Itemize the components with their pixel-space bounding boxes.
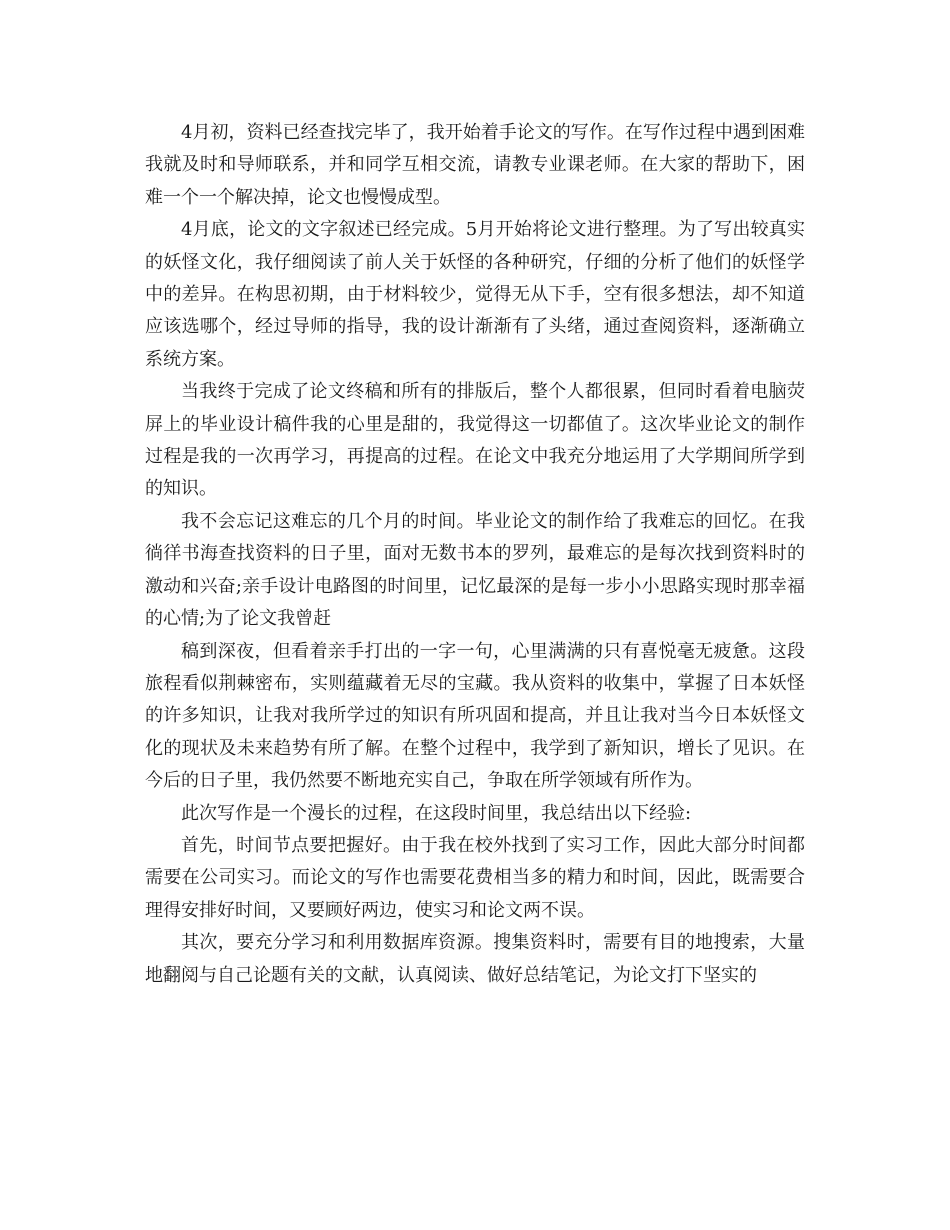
paragraph-3: 当我终于完成了论文终稿和所有的排版后，整个人都很累，但同时看着电脑荧屏上的毕业设计稿件我的心里是甜的，我觉得这一切都值了。这次毕业论文的制作过程是我的一次再学习，再提高的过程。在论文中我充分地运用了大学期间所学到的知识。 <box>145 381 805 500</box>
paragraph-8: 其次，要充分学习和利用数据库资源。搜集资料时，需要有目的地搜索，大量地翻阅与自己论题有关的文献，认真阅读、做好总结笔记，为论文打下坚实的 <box>145 932 805 986</box>
paragraph-1: 4月初，资料已经查找完毕了，我开始着手论文的写作。在写作过程中遇到困难我就及时和导师联系，并和同学互相交流，请教专业课老师。在大家的帮助下，困难一个一个解决掉，论文也慢慢成型。 <box>145 122 805 208</box>
paragraph-2: 4月底，论文的文字叙述已经完成。5月开始将论文进行整理。为了写出较真实的妖怪文化，我仔细阅读了前人关于妖怪的各种研究，仔细的分析了他们的妖怪学中的差异。在构思初期，由于材料较少，觉得无从下手，空有很多想法，却不知道应该选哪个，经过导师的指导，我的设计渐渐有了头绪，通过查阅资料，逐渐确立系统方案。 <box>145 219 805 370</box>
document-body <box>145 117 805 992</box>
paragraph-6: 此次写作是一个漫长的过程，在这段时间里，我总结出以下经验: <box>181 802 692 824</box>
paragraph-5: 稿到深夜，但看着亲手打出的一字一句，心里满满的只有喜悦毫无疲惫。这段旅程看似荆棘密布，实则蕴藏着无尽的宝藏。我从资料的收集中，掌握了日本妖怪的许多知识，让我对我所学过的知识有所巩固和提高，并且让我对当今日本妖怪文化的现状及未来趋势有所了解。在整个过程中，我学到了新知识，增长了见识。在今后的日子里，我仍然要不断地充实自己，争取在所学领域有所作为。 <box>145 640 805 792</box>
paragraph-4: 我不会忘记这难忘的几个月的时间。毕业论文的制作给了我难忘的回忆。在我徜徉书海查找资料的日子里，面对无数书本的罗列，最难忘的是每次找到资料时的激动和兴奋;亲手设计电路图的时间里，记忆最深的是每一步小小思路实现时那幸福的心情;为了论文我曾赶 <box>145 510 805 630</box>
paragraph-7: 首先，时间节点要把握好。由于我在校外找到了实习工作，因此大部分时间都需要在公司实习。而论文的写作也需要花费相当多的精力和时间，因此，既需要合理得安排好时间，又要顾好两边，使实习和论文两不误。 <box>145 834 805 921</box>
